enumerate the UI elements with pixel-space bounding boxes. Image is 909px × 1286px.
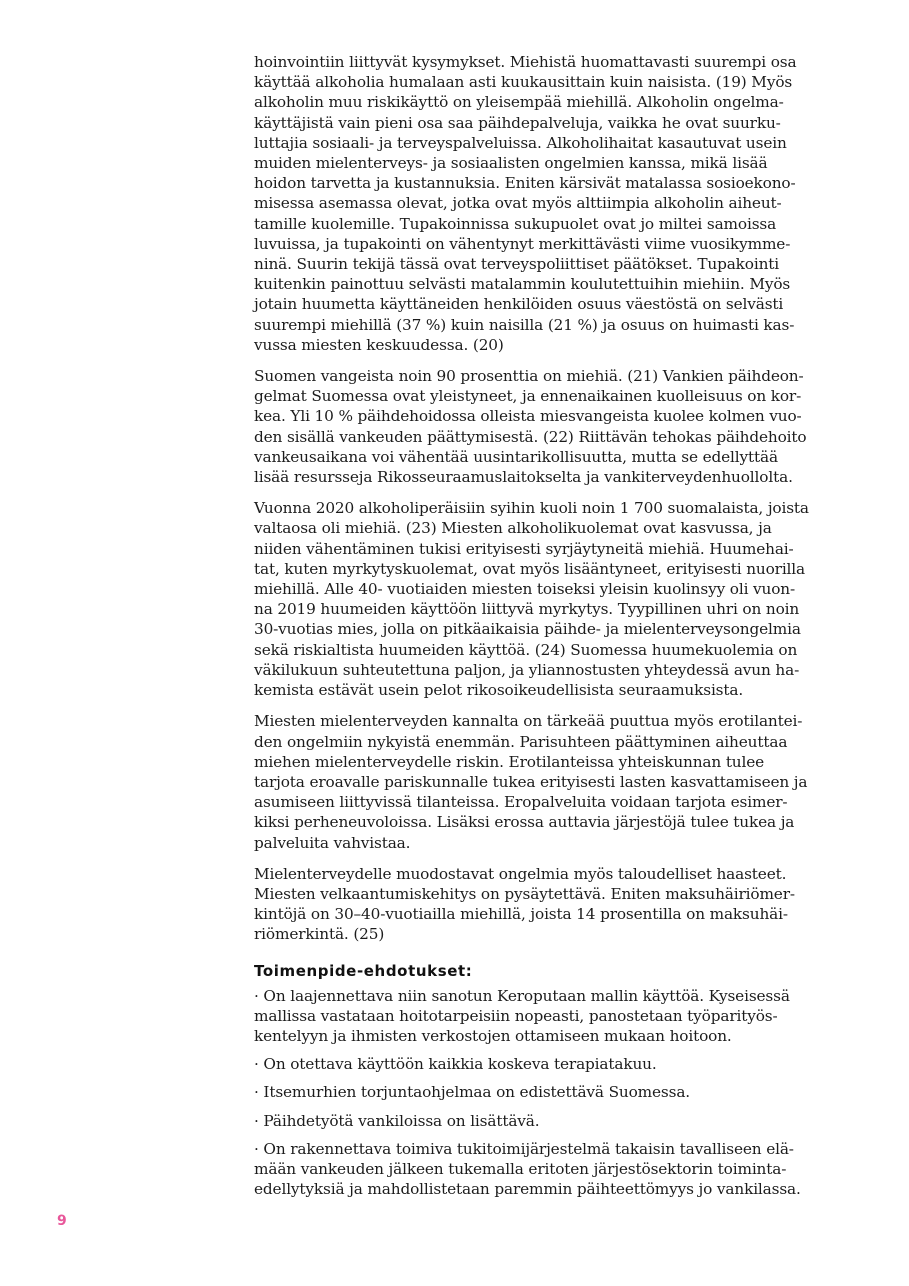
section-heading: Toimenpide-ehdotukset: xyxy=(254,961,473,980)
paragraph xyxy=(254,498,809,700)
text-line: lisää resursseja Rikosseuraamuslaitokselta ja vankiterveydenhuollolta. xyxy=(254,468,793,487)
text-line: · On rakennettava toimiva tukitoimijärjestelmä takaisin tavalliseen elä- xyxy=(254,1139,794,1158)
text-line: kintöjä on 30–40-vuotiailla miehillä, joista 14 prosentilla on maksuhäi- xyxy=(254,905,788,924)
text-line: vussa miesten keskuudessa. (20) xyxy=(254,335,504,354)
text-line: miehillä. Alle 40- vuotiaiden miesten toiseksi yleisin kuolinsyy oli vuon- xyxy=(254,580,796,599)
text-line: Miesten mielenterveyden kannalta on tärkeää puuttua myös erotilantei- xyxy=(254,712,803,731)
text-line: tat, kuten myrkytyskuolemat, ovat myös lisääntyneet, erityisesti nuorilla xyxy=(254,559,806,578)
text-line: den sisällä vankeuden päättymisestä. (22) Riittävän tehokas päihdehoito xyxy=(254,427,807,446)
text-line: kentelyyn ja ihmisten verkostojen ottamiseen mukaan hoitoon. xyxy=(254,1026,732,1045)
text-line: tarjota eroavalle pariskunnalle tukea erityisesti lasten kasvattamiseen ja xyxy=(254,772,808,791)
text-line: suurempi miehillä (37 %) kuin naisilla (21 %) ja osuus on huimasti kas- xyxy=(254,315,795,334)
list-item xyxy=(254,1082,802,1102)
list-item xyxy=(254,1111,802,1131)
text-line: jotain huumetta käyttäneiden henkilöiden osuus väestöstä on selvästi xyxy=(254,295,784,314)
text-line: asumiseen liittyvissä tilanteissa. Eropalveluita voidaan tarjota esimer- xyxy=(254,793,788,812)
text-line: Mielenterveydelle muodostavat ongelmia myös taloudelliset haasteet. xyxy=(254,864,787,883)
text-line: na 2019 huumeiden käyttöön liittyvä myrkytys. Tyypillinen uhri on noin xyxy=(254,600,800,619)
text-line: gelmat Suomessa ovat yleistyneet, ja ennenaikainen kuolleisuus on kor- xyxy=(254,387,802,406)
text-line: käyttää alkoholia humalaan asti kuukausittain kuin naisista. (19) Myös xyxy=(254,73,793,92)
list-item xyxy=(254,1139,802,1200)
text-line: miehen mielenterveydelle riskin. Erotilanteissa yhteiskunnan tulee xyxy=(254,752,765,771)
action-list xyxy=(254,986,802,1200)
paragraph xyxy=(254,864,802,945)
text-line: väkilukuun suhteutettuna paljon, ja yliannostusten yhteydessä avun ha- xyxy=(254,660,800,679)
text-line: palveluita vahvistaa. xyxy=(254,833,411,852)
text-line: · On laajennettava niin sanotun Keroputaan mallin käyttöä. Kyseisessä xyxy=(254,986,790,1005)
body-paragraphs xyxy=(254,52,809,945)
paragraph xyxy=(254,366,807,487)
text-line: Vuonna 2020 alkoholiperäisiin syihin kuoli noin 1 700 suomalaista, joista xyxy=(254,499,809,518)
text-line: kemista estävät usein pelot rikosoikeudellisista seuraamuksista. xyxy=(254,681,744,700)
text-line: misessa asemassa olevat, jotka ovat myös alttiimpia alkoholin aiheut- xyxy=(254,194,782,213)
text-line: den ongelmiin nykyistä enemmän. Parisuhteen päättyminen aiheuttaa xyxy=(254,732,788,751)
text-line: · Päihdetyötä vankiloissa on lisättävä. xyxy=(254,1111,540,1130)
text-line: ninä. Suurin tekijä tässä ovat terveyspoliittiset päätökset. Tupakointi xyxy=(254,255,780,274)
text-line: mallissa vastataan hoitotarpeisiin nopeasti, panostetaan työparityös- xyxy=(254,1006,778,1025)
text-line: luvuissa, ja tupakointi on vähentynyt merkittävästi viime vuosikymme- xyxy=(254,234,791,253)
list-item xyxy=(254,986,802,1047)
text-line: · On otettava käyttöön kaikkia koskeva terapiatakuu. xyxy=(254,1055,657,1074)
text-line: Miesten velkaantumiskehitys on pysäytettävä. Eniten maksuhäiriömer- xyxy=(254,884,795,903)
text-line: · Itsemurhien torjuntaohjelmaa on edistettävä Suomessa. xyxy=(254,1083,691,1102)
text-line: riömerkintä. (25) xyxy=(254,925,385,944)
list-item xyxy=(254,1054,802,1074)
text-line: kuitenkin painottuu selvästi matalammin koulutettuihin miehiin. Myös xyxy=(254,275,791,294)
text-line: valtaosa oli miehiä. (23) Miesten alkoholikuolemat ovat kasvussa, ja xyxy=(254,519,772,538)
text-line: edellytyksiä ja mahdollistetaan paremmin päihteettömyys jo vankilassa. xyxy=(254,1180,801,1199)
paragraph xyxy=(254,52,802,355)
text-line: kiksi perheneuvoloissa. Lisäksi erossa auttavia järjestöjä tulee tukea ja xyxy=(254,813,795,832)
text-line: mään vankeuden jälkeen tukemalla eritoten järjestösektorin toiminta- xyxy=(254,1159,787,1178)
main-text-column xyxy=(254,52,809,1207)
text-line: hoinvointiin liittyvät kysymykset. Miehistä huomattavasti suurempi osa xyxy=(254,53,797,71)
text-line: 30-vuotias mies, jolla on pitkäaikaisia päihde- ja mielenterveysongelmia xyxy=(254,620,801,639)
text-line: käyttäjistä vain pieni osa saa päihdepalveluja, vaikka he ovat suurku- xyxy=(254,113,781,132)
text-line: alkoholin muu riskikäyttö on yleisempää miehillä. Alkoholin ongelma- xyxy=(254,93,784,112)
page-number: 9 xyxy=(57,1213,67,1229)
text-line: tamille kuolemille. Tupakoinnissa sukupuolet ovat jo miltei samoissa xyxy=(254,214,777,233)
text-line: sekä riskialtista huumeiden käyttöä. (24) Suomessa huumekuolemia on xyxy=(254,640,798,659)
text-line: Suomen vangeista noin 90 prosenttia on miehiä. (21) Vankien päihdeon- xyxy=(254,367,804,386)
text-line: vankeusaikana voi vähentää uusintarikollisuutta, mutta se edellyttää xyxy=(254,447,778,466)
text-line: luttajia sosiaali- ja terveyspalveluissa. Alkoholihaitat kasautuvat usein xyxy=(254,133,787,152)
text-line: niiden vähentäminen tukisi erityisesti syrjäytyneitä miehiä. Huumehai- xyxy=(254,539,794,558)
text-line: kea. Yli 10 % päihdehoidossa olleista miesvangeista kuolee kolmen vuo- xyxy=(254,407,802,426)
paragraph xyxy=(254,711,808,852)
text-line: hoidon tarvetta ja kustannuksia. Eniten kärsivät matalassa sosioekono- xyxy=(254,174,796,193)
text-line: muiden mielenterveys- ja sosiaalisten ongelmien kanssa, mikä lisää xyxy=(254,154,768,173)
